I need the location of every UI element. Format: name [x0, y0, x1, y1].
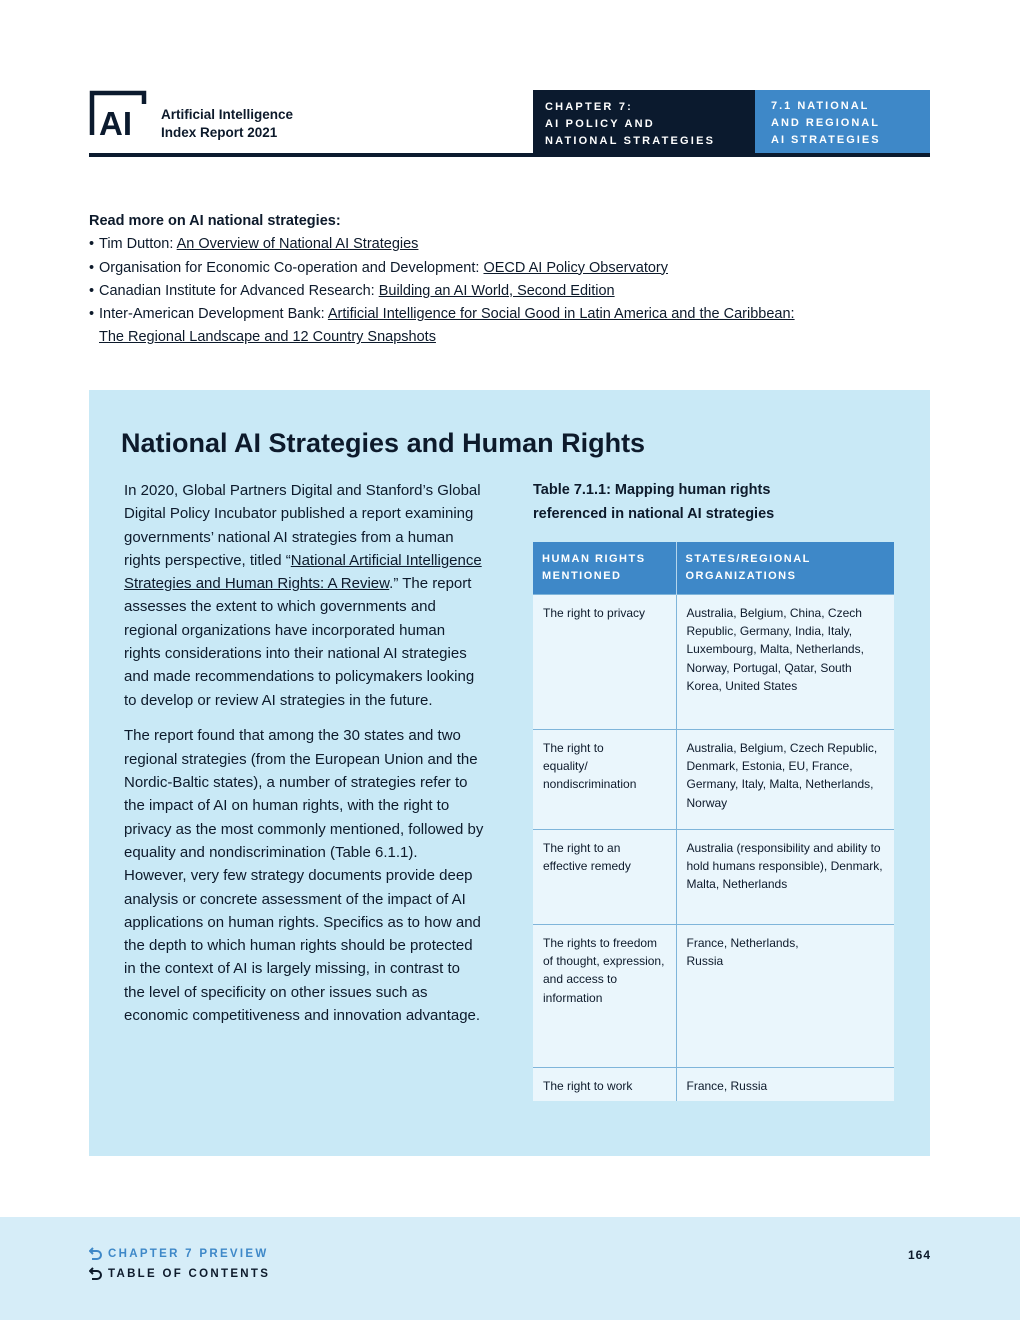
- report-title-line2: Index Report 2021: [161, 125, 278, 140]
- list-item: [89, 257, 889, 280]
- states-cell: Australia, Belgium, China, Czech Republic, Germany, India, Italy, Luxembourg, Malta, Netherlands, Norway, Portugal, Qatar, South Korea, United States: [676, 594, 894, 729]
- read-more-list: [89, 233, 889, 349]
- read-more-section: [89, 210, 889, 350]
- paragraph-1-text: In 2020, Global Partners Digital and Stanford’s Global Digital Policy Incubator published a report examining governments’ national AI strategies from a human rights perspective, titled “: [124, 482, 481, 569]
- states-cell: Australia (responsibility and ability to hold humans responsible), Denmark, Malta, Netherlands: [676, 829, 894, 924]
- table-row: [533, 829, 894, 924]
- page-footer: [0, 1217, 1020, 1320]
- right-cell: The right to work: [533, 1067, 676, 1101]
- read-more-link-continued[interactable]: The Regional Landscape and 12 Country Snapshots: [99, 329, 436, 346]
- section-line2: AND REGIONAL: [771, 117, 880, 129]
- read-more-source: Tim Dutton:: [99, 236, 177, 253]
- ai-index-logo-icon: [89, 90, 147, 140]
- paragraph-2: The report found that among the 30 states and two regional strategies (from the European Union and the Nordic-Baltic states), a number of strategies refer to the impact of AI on human rights, with the right to privacy as the most commonly mentioned, followed by equality and nondiscrimination (Table 6.1.1). However, very few strategy documents provide deep analysis or concrete assessment of the impact of AI applications on human rights. Specifics as to how and the depth to which human rights should be protected in the context of AI is largely missing, in contrast to the level of specificity on other issues such as economic competitiveness and innovation advantage.: [124, 727, 484, 1025]
- chapter-preview-label: CHAPTER 7 PREVIEW: [108, 1247, 269, 1260]
- table-of-contents-link[interactable]: [89, 1267, 270, 1280]
- chapter-line3: NATIONAL STRATEGIES: [545, 135, 716, 147]
- column-header-rights: [533, 542, 676, 594]
- read-more-source: Canadian Institute for Advanced Research:: [99, 282, 379, 299]
- read-more-link[interactable]: OECD AI Policy Observatory: [483, 259, 668, 276]
- column-header-line: ORGANIZATIONS: [685, 570, 797, 582]
- read-more-link[interactable]: Artificial Intelligence for Social Good in Latin America and the Caribbean:: [327, 306, 795, 323]
- states-cell: France, Russia: [676, 1067, 894, 1101]
- logo-text: AI: [99, 105, 132, 140]
- read-more-source: Organisation for Economic Co-operation and Development:: [99, 259, 484, 276]
- panel-title: National AI Strategies and Human Rights: [121, 428, 646, 458]
- table-of-contents-label: TABLE OF CONTENTS: [108, 1267, 271, 1280]
- read-more-title: Read more on AI national strategies:: [89, 213, 341, 229]
- table-row: [533, 924, 894, 1067]
- read-more-link[interactable]: Building an AI World, Second Edition: [378, 282, 615, 299]
- table-caption-line2: referenced in national AI strategies: [533, 506, 775, 522]
- report-title: [161, 106, 293, 142]
- right-cell: The right to an effective remedy: [533, 829, 676, 924]
- column-header-line: MENTIONED: [542, 570, 622, 582]
- section-line3: AI STRATEGIES: [771, 134, 881, 146]
- states-cell: Australia, Belgium, Czech Republic, Denmark, Estonia, EU, France, Germany, Italy, Malta, Netherlands, Norway: [676, 729, 894, 829]
- page-number: 164: [908, 1248, 932, 1262]
- column-header-states: [676, 542, 894, 594]
- section-label[interactable]: [755, 90, 930, 153]
- chapter-line2: AI POLICY AND: [545, 118, 655, 130]
- right-cell: The right to privacy: [533, 594, 676, 729]
- table-row: [533, 594, 894, 729]
- panel-body: [124, 479, 484, 1040]
- right-cell: The rights to freedom of thought, expression, and access to information: [533, 924, 676, 1067]
- table-row: [533, 729, 894, 829]
- table-caption-line1: Table 7.1.1: Mapping human rights: [533, 482, 771, 498]
- list-item: [89, 233, 889, 256]
- right-cell: The right to equality/ nondiscrimination: [533, 729, 676, 829]
- return-arrow-icon: [89, 1267, 103, 1280]
- list-item: [89, 280, 889, 303]
- chapter-preview-link[interactable]: [89, 1247, 269, 1260]
- human-rights-table: [533, 542, 894, 1101]
- paragraph-1: [124, 479, 484, 712]
- table-caption: [533, 478, 833, 526]
- human-rights-panel: [89, 390, 930, 1156]
- section-line1: 7.1 NATIONAL: [771, 100, 870, 112]
- table-row: [533, 1067, 894, 1101]
- return-arrow-icon: [89, 1247, 103, 1260]
- list-item: [89, 303, 889, 350]
- report-link[interactable]: National Artificial Intelligence Strategies and Human Rights: A Review: [124, 551, 482, 593]
- read-more-link[interactable]: An Overview of National AI Strategies: [176, 236, 419, 253]
- chapter-line1: CHAPTER 7:: [545, 101, 634, 113]
- states-cell: France, Netherlands, Russia: [676, 924, 894, 1067]
- read-more-source: Inter-American Development Bank:: [99, 306, 328, 323]
- column-header-line: STATES/REGIONAL: [685, 553, 811, 565]
- report-header: [89, 90, 930, 157]
- paragraph-1-text-cont: .” The report assesses the extent to which governments and regional organizations have incorporated human rights considerations into their national AI strategies and made recommendations to policymakers looking to develop or review AI strategies in the future.: [124, 575, 475, 709]
- chapter-label[interactable]: [533, 90, 755, 153]
- table-header-row: [533, 542, 894, 594]
- column-header-line: HUMAN RIGHTS: [542, 553, 646, 565]
- report-title-line1: Artificial Intelligence: [161, 107, 294, 122]
